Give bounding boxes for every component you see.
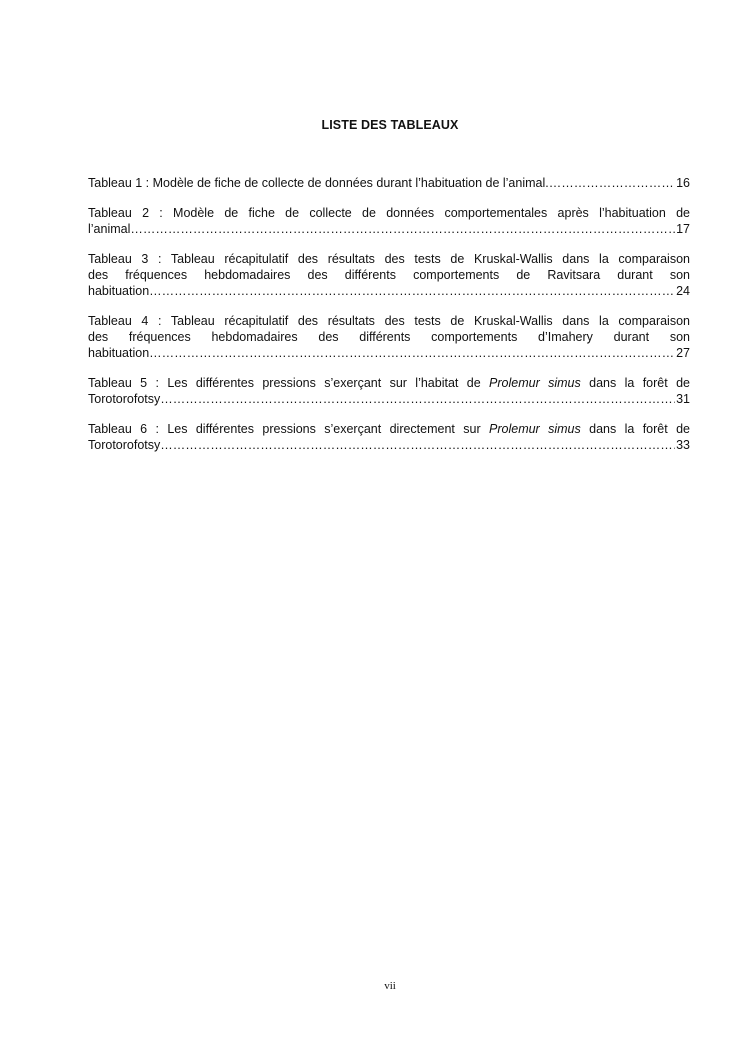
entry-text: des fréquences hebdomadaires des différents comportements de Ravitsara durant son [88,268,690,282]
leader-dots [130,221,675,237]
entry-line [88,221,690,237]
entry-text-part: dans la forêt de [580,422,690,436]
leader-dots [549,175,675,191]
entry-page-number: 24 [676,284,690,298]
entry-page-number: 27 [676,346,690,360]
entry-text: l’animal [88,222,131,236]
entry-page-number: 31 [676,392,690,406]
table-list [88,175,690,467]
list-item [88,313,690,361]
entry-text-part: dans la forêt de [580,376,690,390]
leader-dots [149,345,675,361]
entry-line [88,437,690,453]
entry-text: Tableau 4 : Tableau récapitulatif des résultats des tests de Kruskal-Wallis dans la comparaison [88,314,690,328]
leader-dots [149,283,675,299]
entry-text-part: Tableau 6 : Les différentes pressions s’exerçant directement sur [88,422,490,436]
entry-page-number: 33 [676,438,690,452]
entry-text: des fréquences hebdomadaires des différents comportements d’Imahery durant son [88,330,690,344]
species-name: Prolemur simus [489,376,581,390]
entry-text [88,375,690,391]
entry-page-number: 17 [676,222,690,236]
entry-text: Tableau 1 : Modèle de fiche de collecte de données durant l’habituation de l’animal. [88,176,549,190]
entry-text: Tableau 2 : Modèle de fiche de collecte de données comportementales après l’habituation de [88,206,690,220]
entry-text: Tableau 3 : Tableau récapitulatif des résultats des tests de Kruskal-Wallis dans la comparaison [88,252,690,266]
entry-text: Torotorofotsy [88,392,161,406]
list-item [88,421,690,453]
list-item [88,375,690,407]
page-number: vii [384,980,396,992]
list-item [88,175,690,191]
entry-line [88,283,690,299]
entry-line [88,345,690,361]
species-name: Prolemur simus [489,422,581,436]
leader-dots [160,437,675,453]
entry-text-part: Tableau 5 : Les différentes pressions s’exerçant sur l’habitat de [88,376,490,390]
entry-line [88,391,690,407]
entry-text: habituation [88,284,150,298]
entry-text: habituation [88,346,150,360]
entry-line [88,175,690,191]
entry-text: Torotorofotsy [88,438,161,452]
entry-page-number: 16 [676,176,690,190]
leader-dots [160,391,675,407]
list-item [88,251,690,299]
page-title: LISTE DES TABLEAUX [321,118,459,132]
entry-text [88,421,690,437]
list-item [88,205,690,237]
